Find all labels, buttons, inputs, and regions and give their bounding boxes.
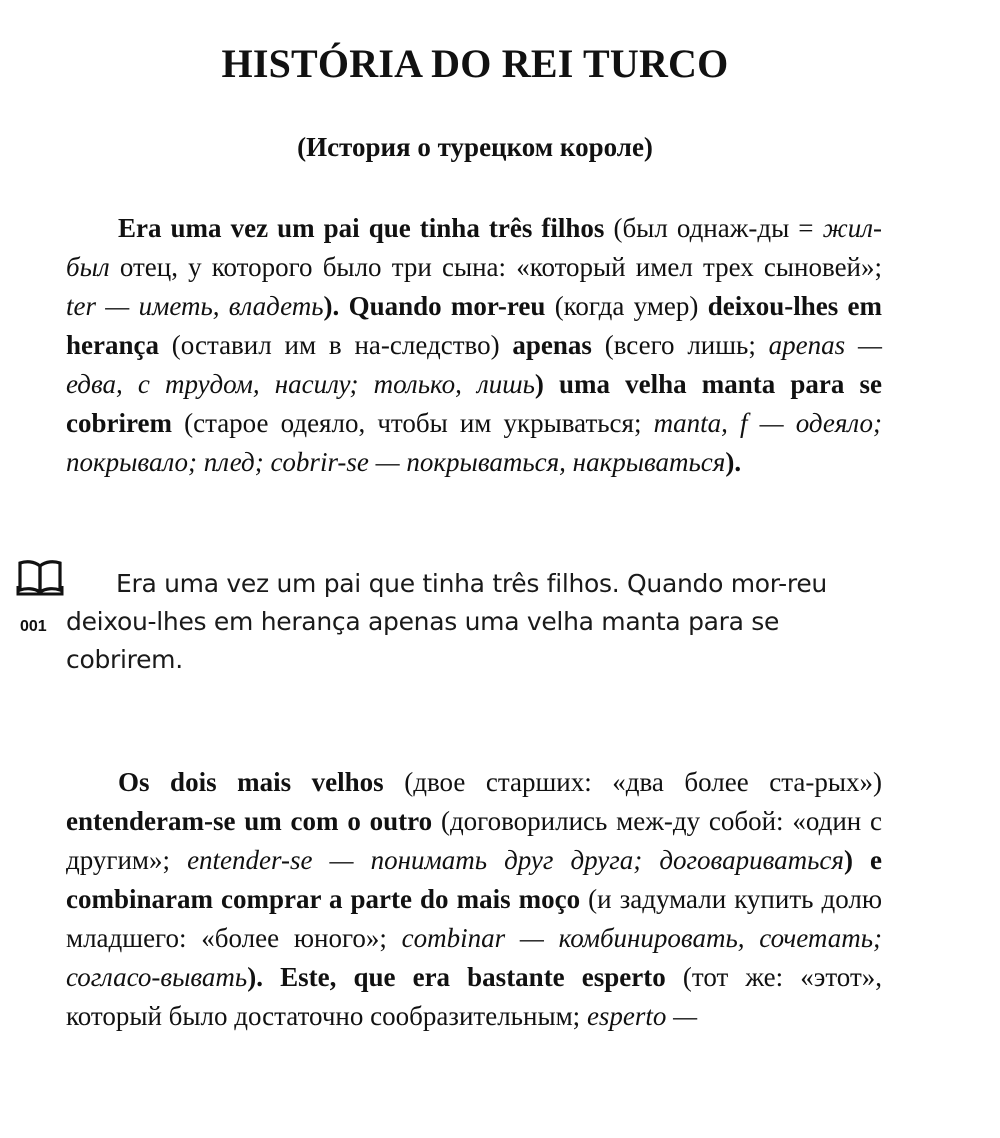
punct: ). [323, 291, 349, 321]
pt-phrase: Era uma vez um pai que tinha três filhos [118, 213, 605, 243]
book-icon[interactable] [16, 558, 64, 596]
punct: ) [843, 845, 870, 875]
ru-gloss: (договорились меж-ду собой: «один с другим»; [66, 806, 882, 875]
vocab-note: apenas — едва, с трудом, насилу; только, лишь [66, 330, 882, 399]
pt-phrase: Quando mor-reu [348, 291, 546, 321]
ru-gloss: отец, у которого было три сына: «который имел трех сыновей»; [109, 252, 882, 282]
ru-gloss-italic: жил-был [66, 213, 882, 282]
chapter-subtitle: (История о турецком короле) [297, 132, 653, 162]
vocab-note: entender-se — понимать друг друга; договариваться [187, 845, 844, 875]
vocab-note: manta, f — одеяло; покрывало; плед; cobrir-se — покрываться, накрываться [66, 408, 882, 477]
pt-phrase: uma velha manta para se cobrirem [66, 369, 882, 438]
ru-gloss: (всего лишь; [591, 330, 769, 360]
ru-gloss: (был однаж-ды = [604, 213, 823, 243]
pt-phrase: Este, que era bastante esperto [280, 962, 666, 992]
ru-gloss: (старое одеяло, чтобы им укрываться; [171, 408, 654, 438]
pt-phrase: apenas [512, 330, 592, 360]
pt-phrase: Os dois mais velhos [118, 767, 384, 797]
ru-gloss: (тот же: «этот», который было достаточно сообразительным; [66, 962, 882, 1031]
vocab-note: esperto — [586, 1001, 698, 1031]
ru-gloss: (двое старших: «два более ста-рых») [383, 767, 882, 797]
punct: ) [534, 369, 560, 399]
pt-phrase: e combinaram comprar a parte do mais moço [66, 845, 882, 914]
ru-gloss: (когда умер) [545, 291, 708, 321]
vocab-note: ter — иметь, владеть [66, 291, 324, 321]
audio-track-number: 001 [20, 618, 47, 635]
punct: ). [247, 962, 281, 992]
ru-gloss: (оставил им в на-следство) [158, 330, 513, 360]
ru-gloss: (и задумали купить долю младшего: «более юного»; [66, 884, 882, 953]
vocab-note: combinar — комбинировать, сочетать; согласо-вывать [66, 923, 882, 992]
paragraph-2 [66, 763, 882, 1036]
chapter-title: HISTÓRIA DO REI TURCO [221, 41, 729, 86]
pt-phrase: deixou-lhes em herança [66, 291, 882, 360]
paragraph-1 [66, 209, 882, 482]
audio-text-block [66, 565, 884, 679]
audio-text: Era uma vez um pai que tinha três filhos. Quando mor-reu deixou-lhes em herança apenas uma velha manta para se cobrirem. [66, 569, 827, 674]
punct: ). [725, 447, 742, 477]
pt-phrase: entenderam-se um com o outro [66, 806, 433, 836]
